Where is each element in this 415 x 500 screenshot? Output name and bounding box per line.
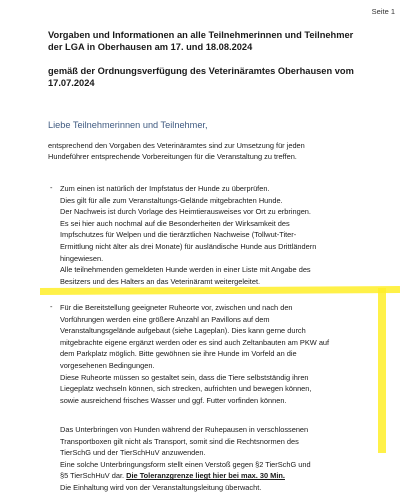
transport-box-paragraph bbox=[60, 424, 400, 494]
text-line: TierSchG und der TierSchHuV anzuwenden. bbox=[60, 448, 206, 458]
marker-highlight-horizontal bbox=[40, 286, 400, 295]
subtitle-line: 17.07.2024 bbox=[48, 78, 95, 88]
intro-paragraph bbox=[48, 140, 378, 162]
text-line: Impfschutzes für Welpen und die tierärztlichen Nachweise (Tollwut-Titer- bbox=[60, 230, 297, 240]
text-line: Veranstaltungsgelände aufgebaut (siehe Lageplan). Dies kann gerne durch bbox=[60, 326, 306, 336]
text-line: Dies gilt für alle zum Veranstaltungs-Gelände mitgebrachten Hunde. bbox=[60, 195, 283, 205]
bullet-rest-areas bbox=[60, 302, 400, 406]
subtitle-line: gemäß der Ordnungsverfügung des Veterinäramtes Oberhausen vom bbox=[48, 66, 354, 76]
text-line: Für die Bereitstellung geeigneter Ruheorte vor, zwischen und nach den bbox=[60, 303, 293, 312]
text-line bbox=[60, 470, 400, 482]
document-subtitle bbox=[48, 65, 393, 89]
text-line: Besitzers und des Halters an das Veterinäramt weitergeleitet. bbox=[60, 276, 261, 286]
title-line: Vorgaben und Informationen an alle Teilnehmerinnen und Teilnehmer bbox=[48, 30, 354, 40]
text-line: vorgesehenen Bedingungen. bbox=[60, 360, 155, 370]
text-line: Hundeführer entsprechende Vorbereitungen für die Veranstaltung zu treffen. bbox=[48, 152, 297, 161]
text-line: Transportboxen gilt nicht als Transport, somit sind die Rechtsnormen des bbox=[60, 436, 299, 446]
text-line: Alle teilnehmenden gemeldeten Hunde werden in einer Liste mit Angabe des bbox=[60, 265, 311, 275]
text-line: Vorführungen werden eine größere Anzahl an Pavillons auf dem bbox=[60, 314, 270, 324]
bullet-vaccination bbox=[60, 183, 400, 287]
text-line: Das Unterbringen von Hunden während der Ruhepausen in verschlossenen bbox=[60, 425, 309, 434]
text-line: entsprechend den Vorgaben des Veterinäramtes sind zur Umsetzung für jeden bbox=[48, 141, 305, 150]
salutation: Liebe Teilnehmerinnen und Teilnehmer, bbox=[48, 120, 208, 130]
bullet-dash: - bbox=[50, 183, 53, 192]
bullet-dash: - bbox=[50, 302, 53, 311]
text-line: Es sei hier auch nochmal auf die Besonderheiten der Wirksamkeit des bbox=[60, 218, 290, 228]
text-line: Der Nachweis ist durch Vorlage des Heimtierausweises vor Ort zu erbringen. bbox=[60, 207, 311, 217]
text-line: Liegeplatz wechseln können, sich strecken, aufrichten und bewegen können, bbox=[60, 384, 312, 394]
text-line: Die Einhaltung wird von der Veranstaltungsleitung überwacht. bbox=[60, 482, 262, 492]
text-line: mitgebrachte eigene ergänzt werden oder es sind auch Zeltanbauten am PKW auf bbox=[60, 337, 330, 347]
text-line: Diese Ruheorte müssen so gestaltet sein, dass die Tiere selbstständig ihren bbox=[60, 372, 309, 382]
text-line: Ermittlung nicht älter als drei Monate) für ausländische Hunde aus Drittländern bbox=[60, 241, 317, 251]
text-line: dem Parkplatz möglich. Bitte gewöhnen sie ihre Hunde im Vorfeld an die bbox=[60, 349, 297, 359]
tolerance-limit-emphasis: Die Toleranzgrenze liegt hier bei max. 30 Min. bbox=[126, 471, 285, 481]
text-line: Zum einen ist natürlich der Impfstatus der Hunde zu überprüfen. bbox=[60, 184, 270, 193]
document-title bbox=[48, 29, 393, 53]
text-segment: §5 TierSchHuV dar. bbox=[60, 471, 127, 481]
page-number: Seite 1 bbox=[371, 7, 395, 16]
text-line: hingewiesen. bbox=[60, 253, 104, 263]
title-line: der LGA in Oberhausen am 17. und 18.08.2024 bbox=[48, 42, 253, 52]
text-line: Eine solche Unterbringungsform stellt einen Verstoß gegen §2 TierSchG und bbox=[60, 459, 311, 469]
text-line: sowie ausreichend frisches Wasser und ggf. Futter vorfinden können. bbox=[60, 395, 287, 405]
